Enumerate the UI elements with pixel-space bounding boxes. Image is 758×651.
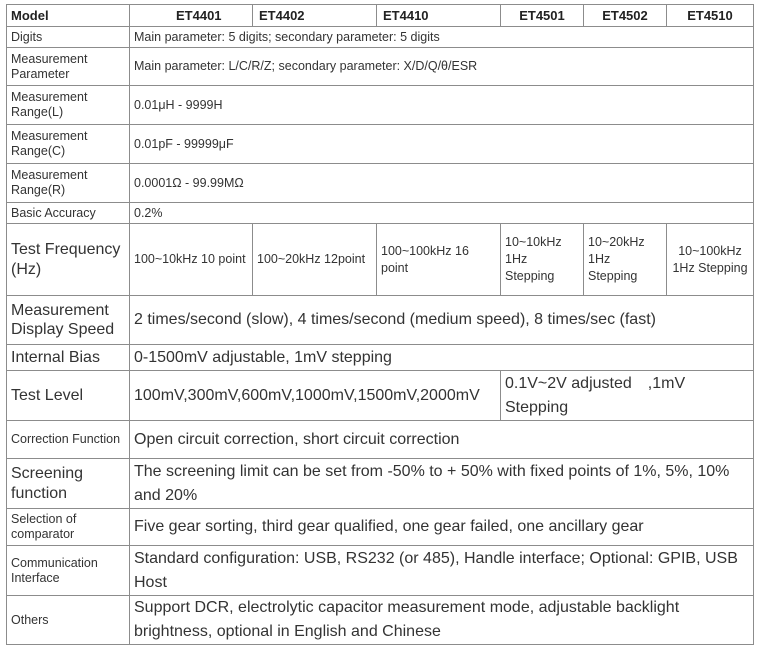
row-value-screening: The screening limit can be set from -50% to + 50% with fixed points of 1%, 5%, 10% and 20% bbox=[130, 459, 754, 509]
frequency-et4510: 10~100kHz 1Hz Stepping bbox=[667, 224, 754, 296]
row-label-bias: Internal Bias bbox=[7, 345, 130, 371]
row-value-range-c: 0.01pF - 99999μF bbox=[130, 125, 754, 164]
frequency-et4410: 100~100kHz 16 point bbox=[377, 224, 501, 296]
frequency-et4501: 10~10kHz 1Hz Stepping bbox=[501, 224, 584, 296]
table-row bbox=[7, 296, 754, 345]
table-row bbox=[7, 203, 754, 224]
row-label-screening: Screening function bbox=[7, 459, 130, 509]
table-row bbox=[7, 459, 754, 509]
model-header: Model bbox=[7, 5, 130, 27]
model-et4401: ET4401 bbox=[130, 5, 253, 27]
table-row bbox=[7, 224, 754, 296]
row-label-range-l: Measurement Range(L) bbox=[7, 86, 130, 125]
table-row bbox=[7, 345, 754, 371]
row-value-bias: 0-1500mV adjustable, 1mV stepping bbox=[130, 345, 754, 371]
table-row bbox=[7, 371, 754, 421]
model-et4501: ET4501 bbox=[501, 5, 584, 27]
row-value-level-right: 0.1V~2V adjusted ,1mV Stepping bbox=[501, 371, 754, 421]
row-label-frequency: Test Frequency (Hz) bbox=[7, 224, 130, 296]
header-row bbox=[7, 5, 754, 27]
model-et4410: ET4410 bbox=[377, 5, 501, 27]
spec-table bbox=[6, 4, 754, 645]
model-et4402: ET4402 bbox=[253, 5, 377, 27]
table-row bbox=[7, 48, 754, 86]
row-label-correction: Correction Function bbox=[7, 421, 130, 459]
row-value-parameter: Main parameter: L/C/R/Z; secondary parameter: X/D/Q/θ/ESR bbox=[130, 48, 754, 86]
row-label-range-r: Measurement Range(R) bbox=[7, 164, 130, 203]
row-value-speed: 2 times/second (slow), 4 times/second (medium speed), 8 times/sec (fast) bbox=[130, 296, 754, 345]
row-label-range-c: Measurement Range(C) bbox=[7, 125, 130, 164]
table-row bbox=[7, 509, 754, 546]
row-value-range-r: 0.0001Ω - 99.99MΩ bbox=[130, 164, 754, 203]
row-value-digits: Main parameter: 5 digits; secondary parameter: 5 digits bbox=[130, 27, 754, 48]
row-value-communication: Standard configuration: USB, RS232 (or 485), Handle interface; Optional: GPIB, USB Host bbox=[130, 546, 754, 596]
row-label-accuracy: Basic Accuracy bbox=[7, 203, 130, 224]
frequency-et4401: 100~10kHz 10 point bbox=[130, 224, 253, 296]
row-label-digits: Digits bbox=[7, 27, 130, 48]
row-label-parameter: Measurement Parameter bbox=[7, 48, 130, 86]
table-row bbox=[7, 546, 754, 596]
frequency-et4502: 10~20kHz 1Hz Stepping bbox=[584, 224, 667, 296]
row-value-others: Support DCR, electrolytic capacitor measurement mode, adjustable backlight brightness, optional in English and Chinese bbox=[130, 596, 754, 645]
table-row bbox=[7, 596, 754, 645]
table-row bbox=[7, 421, 754, 459]
model-et4510: ET4510 bbox=[667, 5, 754, 27]
row-value-correction: Open circuit correction, short circuit correction bbox=[130, 421, 754, 459]
table-row bbox=[7, 27, 754, 48]
row-label-communication: Communication Interface bbox=[7, 546, 130, 596]
table-row bbox=[7, 86, 754, 125]
row-value-accuracy: 0.2% bbox=[130, 203, 754, 224]
model-et4502: ET4502 bbox=[584, 5, 667, 27]
row-value-level-left: 100mV,300mV,600mV,1000mV,1500mV,2000mV bbox=[130, 371, 501, 421]
row-label-others: Others bbox=[7, 596, 130, 645]
row-value-comparator: Five gear sorting, third gear qualified, one gear failed, one ancillary gear bbox=[130, 509, 754, 546]
frequency-et4402: 100~20kHz 12point bbox=[253, 224, 377, 296]
table-row bbox=[7, 125, 754, 164]
row-label-speed: Measurement Display Speed bbox=[7, 296, 130, 345]
row-value-range-l: 0.01μH - 9999H bbox=[130, 86, 754, 125]
table-row bbox=[7, 164, 754, 203]
row-label-level: Test Level bbox=[7, 371, 130, 421]
row-label-comparator: Selection of comparator bbox=[7, 509, 130, 546]
